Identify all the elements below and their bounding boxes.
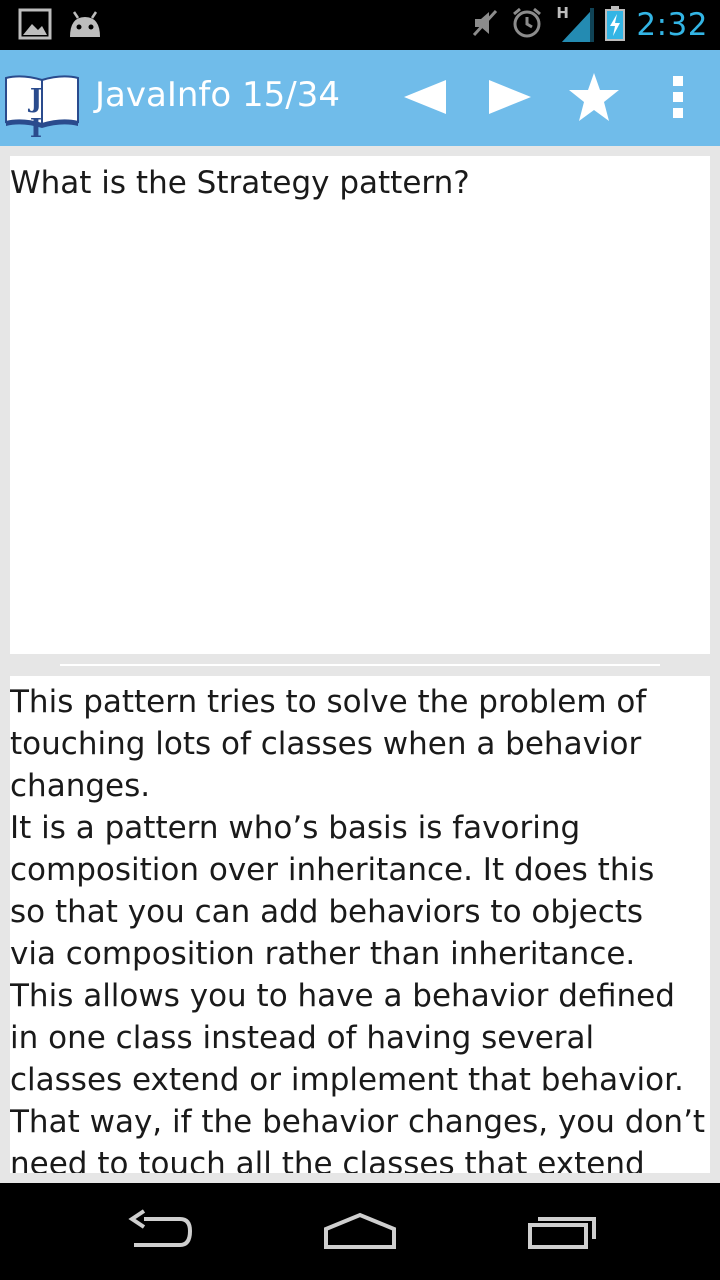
app-book-icon[interactable] bbox=[2, 72, 82, 144]
answer-line: classes extend or implement that behavior. bbox=[10, 1062, 684, 1098]
battery-charging-icon bbox=[604, 5, 626, 45]
android-icon bbox=[66, 9, 104, 43]
next-button[interactable] bbox=[475, 64, 545, 134]
action-bar bbox=[0, 50, 720, 146]
home-button[interactable] bbox=[310, 1203, 410, 1263]
question-panel[interactable] bbox=[10, 156, 710, 654]
panel-divider bbox=[60, 664, 660, 666]
question-text: What is the Strategy pattern? bbox=[10, 165, 470, 201]
favorite-button[interactable] bbox=[559, 64, 629, 134]
answer-line: in one class instead of having several bbox=[10, 1020, 595, 1056]
next-icon bbox=[487, 78, 533, 120]
answer-line: composition over inheritance. It does this bbox=[10, 852, 655, 888]
answer-line: via composition rather than inheritance. bbox=[10, 936, 636, 972]
network-type-label: H bbox=[556, 4, 569, 22]
previous-icon bbox=[402, 78, 448, 120]
answer-line: need to touch all the classes that extend bbox=[10, 1146, 645, 1173]
recent-apps-icon bbox=[526, 1211, 598, 1255]
status-bar bbox=[0, 0, 720, 50]
answer-line: This pattern tries to solve the problem of bbox=[10, 684, 647, 720]
alarm-icon bbox=[510, 6, 544, 44]
answer-text bbox=[10, 681, 710, 1173]
answer-line: It is a pattern who’s basis is favoring bbox=[10, 810, 581, 846]
navigation-bar bbox=[0, 1183, 720, 1280]
answer-line: changes. bbox=[10, 768, 151, 804]
previous-button[interactable] bbox=[390, 64, 460, 134]
mute-icon bbox=[470, 7, 500, 43]
favorite-star-icon bbox=[567, 71, 621, 127]
app-icon-letters: J I bbox=[29, 84, 57, 144]
overflow-menu-icon bbox=[671, 75, 685, 123]
answer-line: so that you can add behaviors to objects bbox=[10, 894, 644, 930]
signal-icon bbox=[554, 6, 594, 44]
answer-panel[interactable] bbox=[10, 676, 710, 1173]
overflow-menu-button[interactable] bbox=[643, 64, 713, 134]
gallery-icon bbox=[18, 8, 52, 44]
app-title: JavaInfo 15/34 bbox=[95, 75, 340, 115]
status-clock: 2:32 bbox=[636, 7, 708, 43]
answer-line: touching lots of classes when a behavior bbox=[10, 726, 642, 762]
back-button[interactable] bbox=[110, 1203, 210, 1263]
back-icon bbox=[124, 1209, 196, 1257]
recent-apps-button[interactable] bbox=[512, 1203, 612, 1263]
home-icon bbox=[322, 1211, 398, 1255]
answer-line: That way, if the behavior changes, you don’t bbox=[10, 1104, 706, 1140]
answer-line: This allows you to have a behavior defined bbox=[10, 978, 675, 1014]
